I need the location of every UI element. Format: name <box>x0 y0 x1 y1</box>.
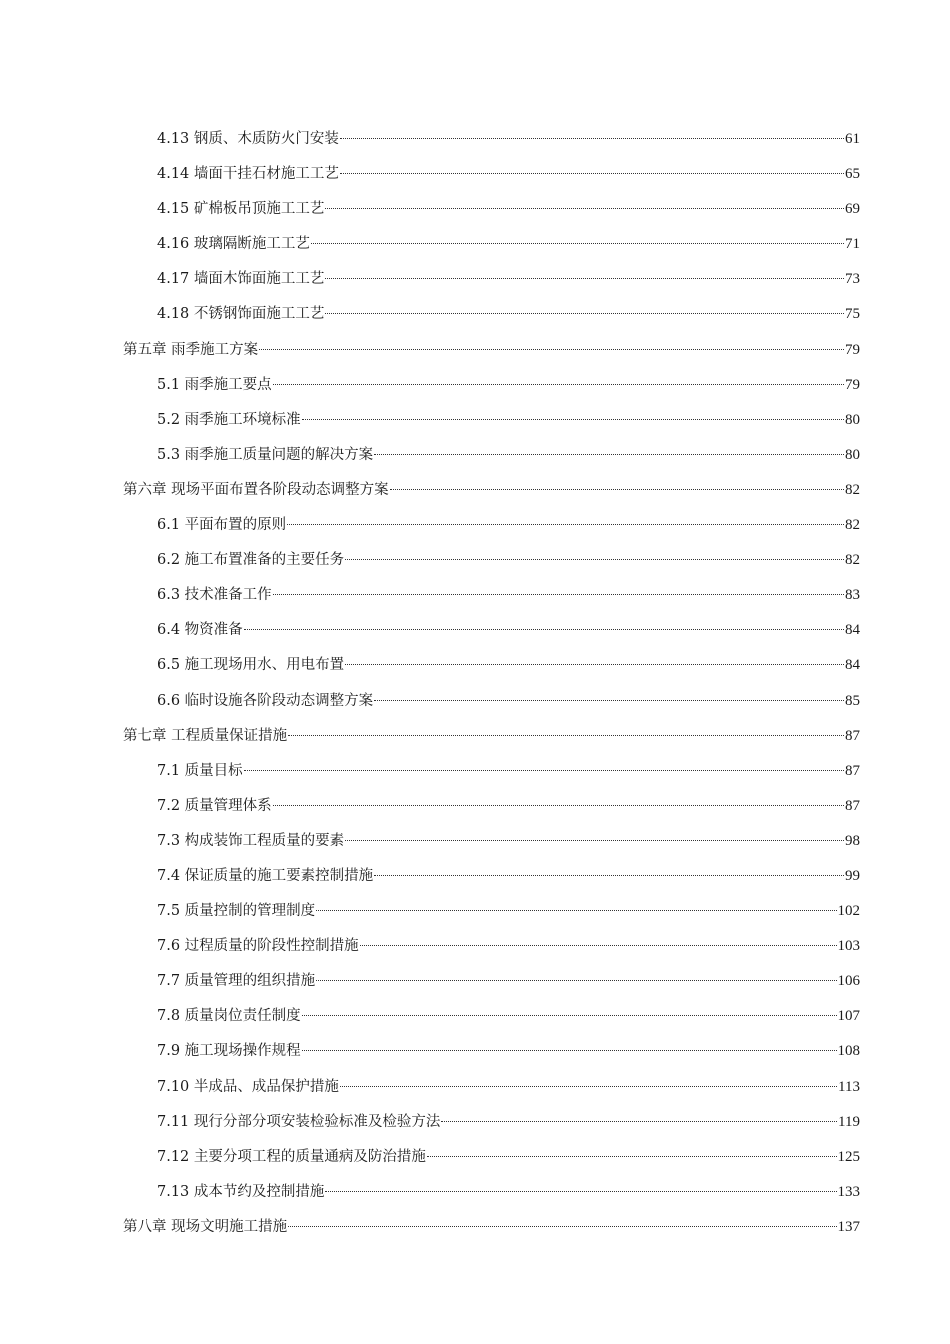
toc-dot-leader <box>316 980 836 981</box>
toc-page-number: 137 <box>837 1218 860 1235</box>
toc-entry-title: 7.2 质量管理体系 <box>157 797 272 814</box>
toc-section-entry[interactable] <box>123 964 860 999</box>
toc-dot-leader <box>325 278 844 279</box>
toc-dot-leader <box>302 1050 837 1051</box>
toc-section-entry[interactable] <box>123 1175 860 1210</box>
toc-dot-leader <box>374 700 844 701</box>
toc-page-number: 103 <box>837 938 860 955</box>
toc-entry-title: 7.13 成本节约及控制措施 <box>157 1183 325 1200</box>
toc-section-entry[interactable] <box>123 859 860 894</box>
toc-dot-leader <box>374 454 844 455</box>
toc-page-number: 99 <box>845 867 860 884</box>
toc-page-number: 98 <box>845 832 860 849</box>
toc-entry-title: 4.15 矿棉板吊顶施工工艺 <box>157 201 325 218</box>
toc-dot-leader <box>288 735 844 736</box>
toc-chapter-entry[interactable] <box>123 1210 860 1245</box>
toc-dot-leader <box>345 664 844 665</box>
toc-section-entry[interactable] <box>123 368 860 403</box>
toc-page-number: 71 <box>845 236 860 253</box>
toc-dot-leader <box>311 243 844 244</box>
toc-section-entry[interactable] <box>123 403 860 438</box>
toc-page-number: 82 <box>845 481 860 498</box>
toc-entry-title: 4.14 墙面干挂石材施工工艺 <box>157 166 339 183</box>
toc-dot-leader <box>340 173 844 174</box>
toc-section-entry[interactable] <box>123 122 860 157</box>
toc-entry-title: 6.6 临时设施各阶段动态调整方案 <box>157 692 374 709</box>
toc-section-entry[interactable] <box>123 578 860 613</box>
toc-entry-title: 7.9 施工现场操作规程 <box>157 1043 301 1060</box>
toc-chapter-entry[interactable] <box>123 473 860 508</box>
table-of-contents <box>123 122 860 1245</box>
toc-page-number: 102 <box>837 903 860 920</box>
toc-page-number: 65 <box>845 166 860 183</box>
toc-section-entry[interactable] <box>123 613 860 648</box>
toc-dot-leader <box>427 1156 837 1157</box>
toc-entry-title: 7.5 质量控制的管理制度 <box>157 903 316 920</box>
toc-entry-title: 7.4 保证质量的施工要素控制措施 <box>157 867 374 884</box>
toc-section-entry[interactable] <box>123 1140 860 1175</box>
toc-dot-leader <box>325 313 844 314</box>
toc-entry-title: 7.8 质量岗位责任制度 <box>157 1008 301 1025</box>
toc-page-number: 84 <box>845 622 860 639</box>
toc-dot-leader <box>244 629 844 630</box>
toc-entry-title: 7.11 现行分部分项安装检验标准及检验方法 <box>157 1113 441 1130</box>
toc-section-entry[interactable] <box>123 438 860 473</box>
toc-section-entry[interactable] <box>123 824 860 859</box>
toc-entry-title: 6.3 技术准备工作 <box>157 587 272 604</box>
toc-page-number: 85 <box>845 692 860 709</box>
toc-section-entry[interactable] <box>123 648 860 683</box>
toc-dot-leader <box>259 349 844 350</box>
toc-section-entry[interactable] <box>123 999 860 1034</box>
toc-entry-title: 第六章 现场平面布置各阶段动态调整方案 <box>123 481 389 498</box>
toc-entry-title: 4.17 墙面木饰面施工工艺 <box>157 271 325 288</box>
toc-page-number: 133 <box>837 1183 860 1200</box>
toc-entry-title: 7.10 半成品、成品保护措施 <box>157 1078 339 1095</box>
toc-page-number: 87 <box>845 797 860 814</box>
toc-page-number: 125 <box>837 1148 860 1165</box>
toc-dot-leader <box>273 805 844 806</box>
toc-page-number: 87 <box>845 762 860 779</box>
toc-dot-leader <box>273 384 844 385</box>
toc-page-number: 80 <box>845 446 860 463</box>
toc-page-number: 79 <box>845 341 860 358</box>
toc-page-number: 107 <box>837 1008 860 1025</box>
toc-page-number: 84 <box>845 657 860 674</box>
toc-dot-leader <box>390 489 844 490</box>
toc-section-entry[interactable] <box>123 1070 860 1105</box>
toc-page-number: 82 <box>845 517 860 534</box>
toc-section-entry[interactable] <box>123 754 860 789</box>
toc-section-entry[interactable] <box>123 684 860 719</box>
toc-entry-title: 第七章 工程质量保证措施 <box>123 727 288 744</box>
toc-dot-leader <box>345 840 844 841</box>
toc-entry-title: 5.3 雨季施工质量问题的解决方案 <box>157 446 374 463</box>
toc-section-entry[interactable] <box>123 543 860 578</box>
toc-dot-leader <box>340 138 844 139</box>
toc-entry-title: 7.12 主要分项工程的质量通病及防治措施 <box>157 1148 426 1165</box>
toc-entry-title: 4.16 玻璃隔断施工工艺 <box>157 236 310 253</box>
toc-entry-title: 7.3 构成装饰工程质量的要素 <box>157 832 345 849</box>
toc-entry-title: 6.4 物资准备 <box>157 622 243 639</box>
toc-entry-title: 7.7 质量管理的组织措施 <box>157 973 316 990</box>
toc-page-number: 79 <box>845 376 860 393</box>
toc-dot-leader <box>244 770 844 771</box>
toc-section-entry[interactable] <box>123 1034 860 1069</box>
toc-entry-title: 第八章 现场文明施工措施 <box>123 1218 288 1235</box>
toc-entry-title: 第五章 雨季施工方案 <box>123 341 259 358</box>
toc-dot-leader <box>302 419 844 420</box>
toc-page-number: 87 <box>845 727 860 744</box>
toc-page-number: 75 <box>845 306 860 323</box>
toc-dot-leader <box>273 594 844 595</box>
toc-chapter-entry[interactable] <box>123 333 860 368</box>
toc-dot-leader <box>374 875 844 876</box>
toc-entry-title: 4.13 钢质、木质防火门安装 <box>157 131 339 147</box>
toc-entry-title: 5.2 雨季施工环境标准 <box>157 411 301 428</box>
toc-section-entry[interactable] <box>123 1105 860 1140</box>
toc-entry-title: 6.5 施工现场用水、用电布置 <box>157 657 345 674</box>
toc-chapter-entry[interactable] <box>123 719 860 754</box>
toc-dot-leader <box>340 1086 837 1087</box>
toc-page-number: 82 <box>845 552 860 569</box>
toc-dot-leader <box>360 945 837 946</box>
toc-section-entry[interactable] <box>123 508 860 543</box>
toc-section-entry[interactable] <box>123 929 860 964</box>
toc-entry-title: 4.18 不锈钢饰面施工工艺 <box>157 306 325 323</box>
toc-section-entry[interactable] <box>123 157 860 192</box>
toc-section-entry[interactable] <box>123 789 860 824</box>
toc-dot-leader <box>441 1121 837 1122</box>
toc-entry-title: 7.1 质量目标 <box>157 762 243 779</box>
toc-section-entry[interactable] <box>123 227 860 262</box>
toc-dot-leader <box>287 524 844 525</box>
toc-entry-title: 6.1 平面布置的原则 <box>157 517 287 534</box>
toc-page-number: 61 <box>845 131 860 147</box>
toc-dot-leader <box>288 1226 836 1227</box>
toc-dot-leader <box>316 910 836 911</box>
toc-entry-title: 6.2 施工布置准备的主要任务 <box>157 552 345 569</box>
toc-section-entry[interactable] <box>123 297 860 332</box>
toc-page-number: 83 <box>845 587 860 604</box>
toc-dot-leader <box>302 1015 837 1016</box>
toc-entry-title: 7.6 过程质量的阶段性控制措施 <box>157 938 359 955</box>
toc-page-number: 73 <box>845 271 860 288</box>
toc-page-number: 108 <box>837 1043 860 1060</box>
toc-section-entry[interactable] <box>123 192 860 227</box>
toc-dot-leader <box>345 559 844 560</box>
toc-dot-leader <box>325 1191 836 1192</box>
toc-section-entry[interactable] <box>123 894 860 929</box>
toc-page-number: 119 <box>838 1113 860 1130</box>
toc-page-number: 69 <box>845 201 860 218</box>
toc-page-number: 106 <box>837 973 860 990</box>
toc-page-number: 113 <box>838 1078 860 1095</box>
toc-dot-leader <box>325 208 844 209</box>
toc-entry-title: 5.1 雨季施工要点 <box>157 376 272 393</box>
toc-section-entry[interactable] <box>123 262 860 297</box>
toc-page-number: 80 <box>845 411 860 428</box>
